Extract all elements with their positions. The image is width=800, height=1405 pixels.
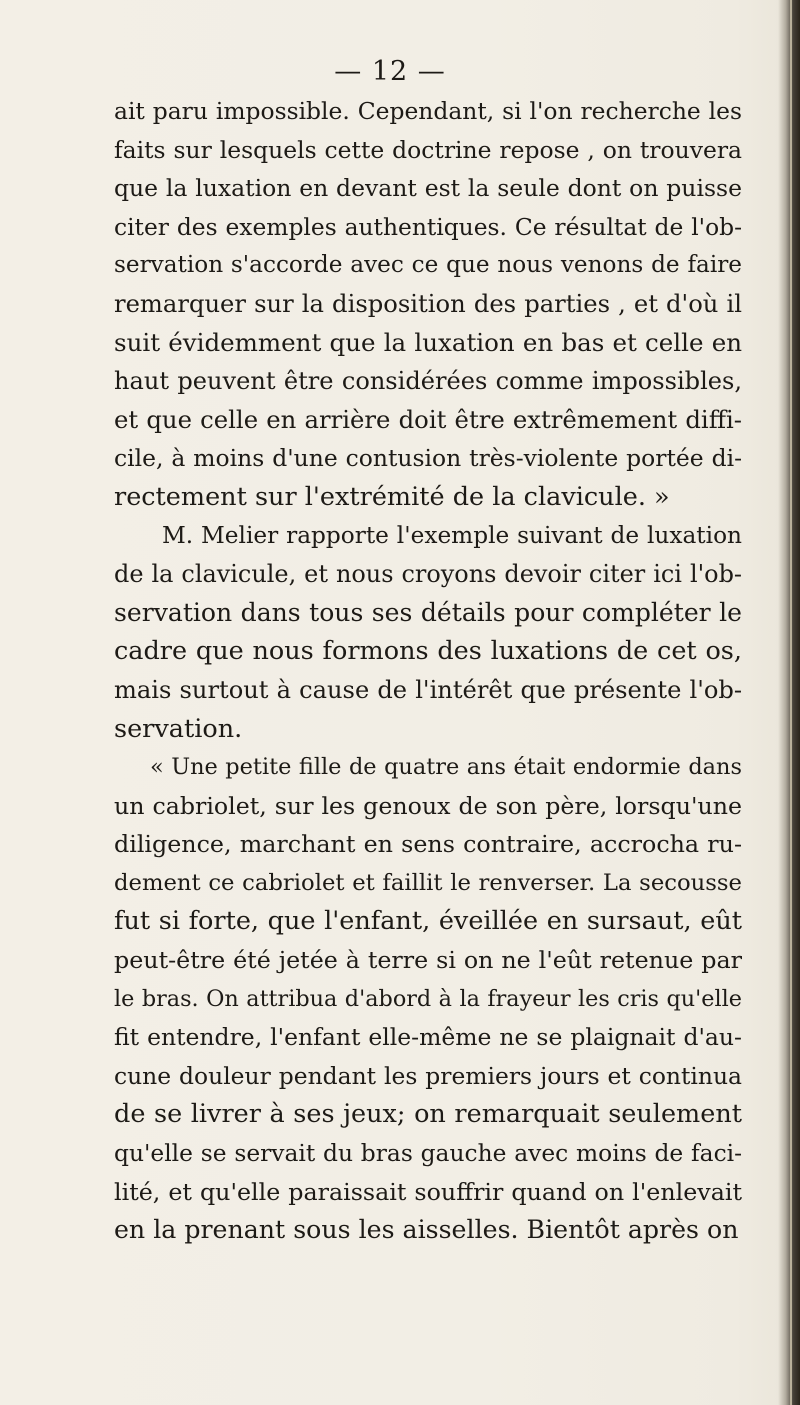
text-line: peut-être été jetée à terre si on ne l'eût retenue par — [114, 946, 742, 975]
text-line: ait paru impossible. Cependant, si l'on recherche les — [114, 97, 742, 125]
body-text — [114, 92, 742, 1250]
text-line: rectement sur l'extrémité de la clavicule. » — [114, 481, 670, 512]
text-line: dement ce cabriolet et faillit le renverser. La secousse — [114, 869, 742, 896]
text-line: faits sur lesquels cette doctrine repose , on trouvera — [114, 135, 742, 164]
text-line: un cabriolet, sur les genoux de son père, lorsqu'une — [114, 791, 742, 820]
text-line: cile, à moins d'une contusion très-violente portée di- — [114, 444, 742, 473]
text-line: servation s'accorde avec ce que nous venons de faire — [114, 251, 742, 279]
text-line: de la clavicule, et nous croyons devoir citer ici l'ob- — [114, 560, 742, 589]
page-number: — 12 — — [334, 56, 446, 87]
text-line: cune douleur pendant les premiers jours et continua — [114, 1061, 742, 1090]
text-line: fit entendre, l'enfant elle-même ne se plaignait d'au- — [114, 1023, 742, 1052]
text-line: remarquer sur la disposition des parties , et d'où il — [114, 288, 742, 318]
text-line: haut peuvent être considérées comme impossibles, — [114, 367, 742, 396]
text-line: servation. — [114, 713, 243, 744]
text-line: en la prenant sous les aisselles. Bientôt après on — [114, 1215, 739, 1245]
text-line: lité, et qu'elle paraissait souffrir quand on l'enlevait — [114, 1177, 742, 1206]
text-line: fut si forte, que l'enfant, éveillée en sursaut, eût — [114, 906, 742, 937]
text-line: qu'elle se servait du bras gauche avec moins de faci- — [114, 1139, 742, 1168]
text-line: diligence, marchant en sens contraire, accrocha ru- — [114, 830, 742, 859]
text-line: que la luxation en devant est la seule dont on puisse — [114, 174, 742, 203]
text-line: et que celle en arrière doit être extrêmement diffi- — [114, 404, 742, 434]
text-line: servation dans tous ses détails pour compléter le — [114, 597, 742, 627]
text-line: cadre que nous formons des luxations de cet os, — [114, 636, 742, 667]
paragraph-start-line: M. Melier rapporte l'exemple suivant de luxation — [162, 521, 742, 549]
paragraph-start-line: « Une petite fille de quatre ans était endormie dans — [150, 754, 742, 781]
page-edge-line — [790, 0, 792, 1405]
text-line: suit évidemment que la luxation en bas et celle en — [114, 327, 742, 357]
text-line: citer des exemples authentiques. Ce résultat de l'ob- — [114, 212, 742, 241]
page-binding-edge — [778, 0, 800, 1405]
text-line: le bras. On attribua d'abord à la frayeur les cris qu'elle — [114, 985, 742, 1012]
text-line: de se livrer à ses jeux; on remarquait seulement — [114, 1099, 742, 1130]
text-line: mais surtout à cause de l'intérêt que présente l'ob- — [114, 675, 742, 704]
